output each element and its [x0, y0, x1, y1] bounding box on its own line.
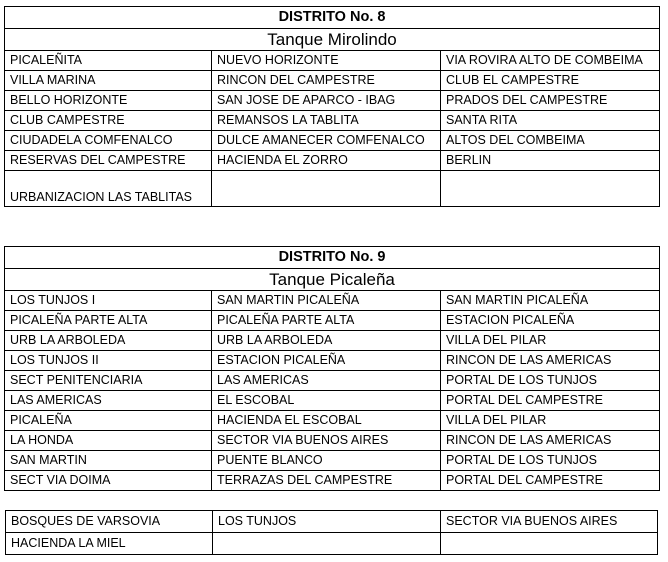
table-row — [5, 431, 660, 451]
table-cell: RINCON DEL CAMPESTRE — [212, 71, 441, 91]
table-cell: SAN JOSE DE APARCO - IBAG — [212, 91, 441, 111]
table-row — [5, 451, 660, 471]
table-cell: PRADOS DEL CAMPESTRE — [441, 91, 660, 111]
table-cell: ESTACION PICALEÑA — [212, 351, 441, 371]
table-cell: RINCON DE LAS AMERICAS — [441, 431, 660, 451]
distrito-9-table — [4, 246, 660, 491]
table-cell: SAN MARTIN PICALEÑA — [212, 291, 441, 311]
table-cell: BOSQUES DE VARSOVIA — [6, 511, 213, 533]
table-cell: LAS AMERICAS — [212, 371, 441, 391]
table-row — [5, 131, 660, 151]
table-row — [5, 371, 660, 391]
table-cell: URBANIZACION LAS TABLITAS — [5, 171, 212, 207]
table-cell: DULCE AMANECER COMFENALCO — [212, 131, 441, 151]
distrito-9-title: DISTRITO No. 9 — [5, 247, 660, 269]
table-row — [5, 331, 660, 351]
table-cell: SANTA RITA — [441, 111, 660, 131]
table-cell: SECT PENITENCIARIA — [5, 371, 212, 391]
table-cell: NUEVO HORIZONTE — [212, 51, 441, 71]
table-cell: CLUB CAMPESTRE — [5, 111, 212, 131]
table-cell: PICALEÑA — [5, 411, 212, 431]
table-cell: VILLA MARINA — [5, 71, 212, 91]
table-cell: LOS TUNJOS II — [5, 351, 212, 371]
table-cell: SAN MARTIN — [5, 451, 212, 471]
distrito-8-subtitle: Tanque Mirolindo — [5, 29, 660, 51]
table-cell: PORTAL DE LOS TUNJOS — [441, 451, 660, 471]
table-cell: ALTOS DEL COMBEIMA — [441, 131, 660, 151]
table-cell: ESTACION PICALEÑA — [441, 311, 660, 331]
distrito-9-extra-table — [5, 510, 658, 555]
table-cell — [213, 533, 441, 555]
table-cell: BERLIN — [441, 151, 660, 171]
table-row — [5, 411, 660, 431]
table-cell: PORTAL DE LOS TUNJOS — [441, 371, 660, 391]
table-cell: LOS TUNJOS I — [5, 291, 212, 311]
table-row — [5, 171, 660, 207]
table-cell: PORTAL DEL CAMPESTRE — [441, 471, 660, 491]
table-row — [5, 471, 660, 491]
distrito-8-title: DISTRITO No. 8 — [5, 7, 660, 29]
table-row — [6, 511, 658, 533]
table-cell: HACIENDA EL ESCOBAL — [212, 411, 441, 431]
table-cell: PICALEÑA PARTE ALTA — [5, 311, 212, 331]
table-cell: URB LA ARBOLEDA — [5, 331, 212, 351]
table-row — [5, 151, 660, 171]
table-cell: PORTAL DEL CAMPESTRE — [441, 391, 660, 411]
table-cell: VIA ROVIRA ALTO DE COMBEIMA — [441, 51, 660, 71]
table-cell: SECTOR VIA BUENOS AIRES — [212, 431, 441, 451]
table-row — [5, 391, 660, 411]
table-cell: VILLA DEL PILAR — [441, 331, 660, 351]
table-cell — [212, 171, 441, 207]
table-cell: HACIENDA EL ZORRO — [212, 151, 441, 171]
table-cell: SAN MARTIN PICALEÑA — [441, 291, 660, 311]
table-cell — [441, 171, 660, 207]
table-cell — [441, 533, 658, 555]
table-cell: RESERVAS DEL CAMPESTRE — [5, 151, 212, 171]
table-cell: SECTOR VIA BUENOS AIRES — [441, 511, 658, 533]
table-cell: BELLO HORIZONTE — [5, 91, 212, 111]
table-row — [5, 71, 660, 91]
table-cell: CIUDADELA COMFENALCO — [5, 131, 212, 151]
distrito-9-subtitle: Tanque Picaleña — [5, 269, 660, 291]
table-cell: EL ESCOBAL — [212, 391, 441, 411]
distrito-8-table — [4, 6, 660, 207]
table-cell: LA HONDA — [5, 431, 212, 451]
table-cell: RINCON DE LAS AMERICAS — [441, 351, 660, 371]
table-cell: HACIENDA LA MIEL — [6, 533, 213, 555]
table-cell: URB LA ARBOLEDA — [212, 331, 441, 351]
distrito-8-body — [5, 51, 660, 207]
table-cell: PUENTE BLANCO — [212, 451, 441, 471]
table-row — [5, 311, 660, 331]
table-cell: LOS TUNJOS — [213, 511, 441, 533]
table-cell: VILLA DEL PILAR — [441, 411, 660, 431]
table-cell: REMANSOS LA TABLITA — [212, 111, 441, 131]
table-row — [5, 111, 660, 131]
table-cell: LAS AMERICAS — [5, 391, 212, 411]
table-cell: PICALEÑA PARTE ALTA — [212, 311, 441, 331]
table-row — [5, 291, 660, 311]
distrito-9-body — [5, 291, 660, 491]
table-cell: PICALEÑITA — [5, 51, 212, 71]
table-row — [5, 351, 660, 371]
table-cell: TERRAZAS DEL CAMPESTRE — [212, 471, 441, 491]
table-cell: SECT VIA DOIMA — [5, 471, 212, 491]
table-cell: CLUB EL CAMPESTRE — [441, 71, 660, 91]
table-row — [5, 51, 660, 71]
table-row — [6, 533, 658, 555]
table-row — [5, 91, 660, 111]
